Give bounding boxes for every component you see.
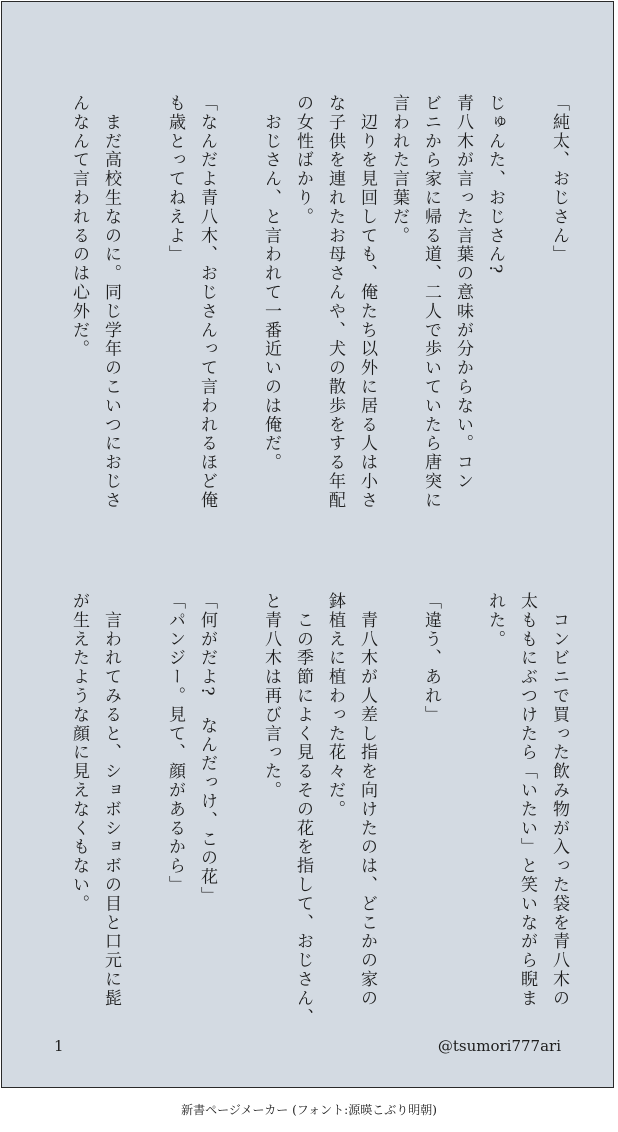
text-line: れた。: [485, 592, 505, 649]
text-line: [223, 94, 255, 524]
text-line: [127, 94, 159, 524]
book-page: [1, 1, 614, 1088]
text-line: コンビニで買った飲み物が入った袋を青八木の: [549, 592, 569, 1008]
author-handle: @tsumori777ari: [437, 1037, 561, 1055]
text-line: 言われてみると、ショボショボの目と口元に髭: [101, 592, 121, 1008]
text-line: も歳とってねえよ」: [165, 94, 185, 265]
text-line: の女性ばかり。: [293, 94, 313, 227]
text-line: と青八木は再び言った。: [261, 592, 281, 800]
text-line: 鉢植えに植わった花々だ。: [325, 592, 345, 819]
text-line: んなんて言われるのは心外だ。: [69, 94, 89, 359]
text-line: 「何がだよ? なんだっけ、この花」: [197, 592, 217, 906]
text-line: じゅんた、おじさん?: [485, 94, 505, 276]
text-line: 青八木が言った言葉の意味が分からない。コン: [453, 94, 473, 491]
page-number: 1: [54, 1037, 64, 1055]
text-line: な子供を連れたお母さんや、犬の散歩をする年配: [325, 94, 345, 510]
text-column-top: [69, 94, 575, 524]
text-line: 「違う、あれ」: [421, 592, 441, 725]
text-line: [127, 592, 159, 1022]
text-line: 「パンジー。見て、顔があるから」: [165, 592, 185, 895]
text-column-bottom: [69, 592, 575, 1027]
text-line: ビニから家に帰る道、二人で歩いていたら唐突に: [421, 94, 441, 510]
text-line: 言われた言葉だ。: [389, 94, 409, 246]
text-line: まだ高校生なのに。同じ学年のこいつにおじさ: [101, 94, 121, 510]
text-line: 青八木が人差し指を向けたのは、どこかの家の: [357, 592, 377, 1008]
text-line: 辺りを見回しても、俺たち以外に居る人は小さ: [357, 94, 377, 510]
text-line: [511, 94, 543, 524]
text-line: [223, 592, 255, 1022]
text-line: 「なんだよ青八木、おじさんって言われるほど俺: [197, 94, 217, 510]
text-line: この季節によく見るその花を指して、おじさん、: [293, 592, 313, 1027]
text-line: 太ももにぶつけたら「いたい」と笑いながら睨ま: [517, 592, 537, 1008]
text-line: おじさん、と言われて一番近いのは俺だ。: [261, 94, 281, 472]
generator-credit: 新書ページメーカー (フォント:源暎こぶり明朝): [181, 1103, 437, 1117]
text-line: 「純太、おじさん」: [549, 94, 569, 265]
text-line: [383, 592, 415, 1022]
text-line: が生えたような顔に見えなくもない。: [69, 592, 89, 914]
text-line: [447, 592, 479, 1022]
